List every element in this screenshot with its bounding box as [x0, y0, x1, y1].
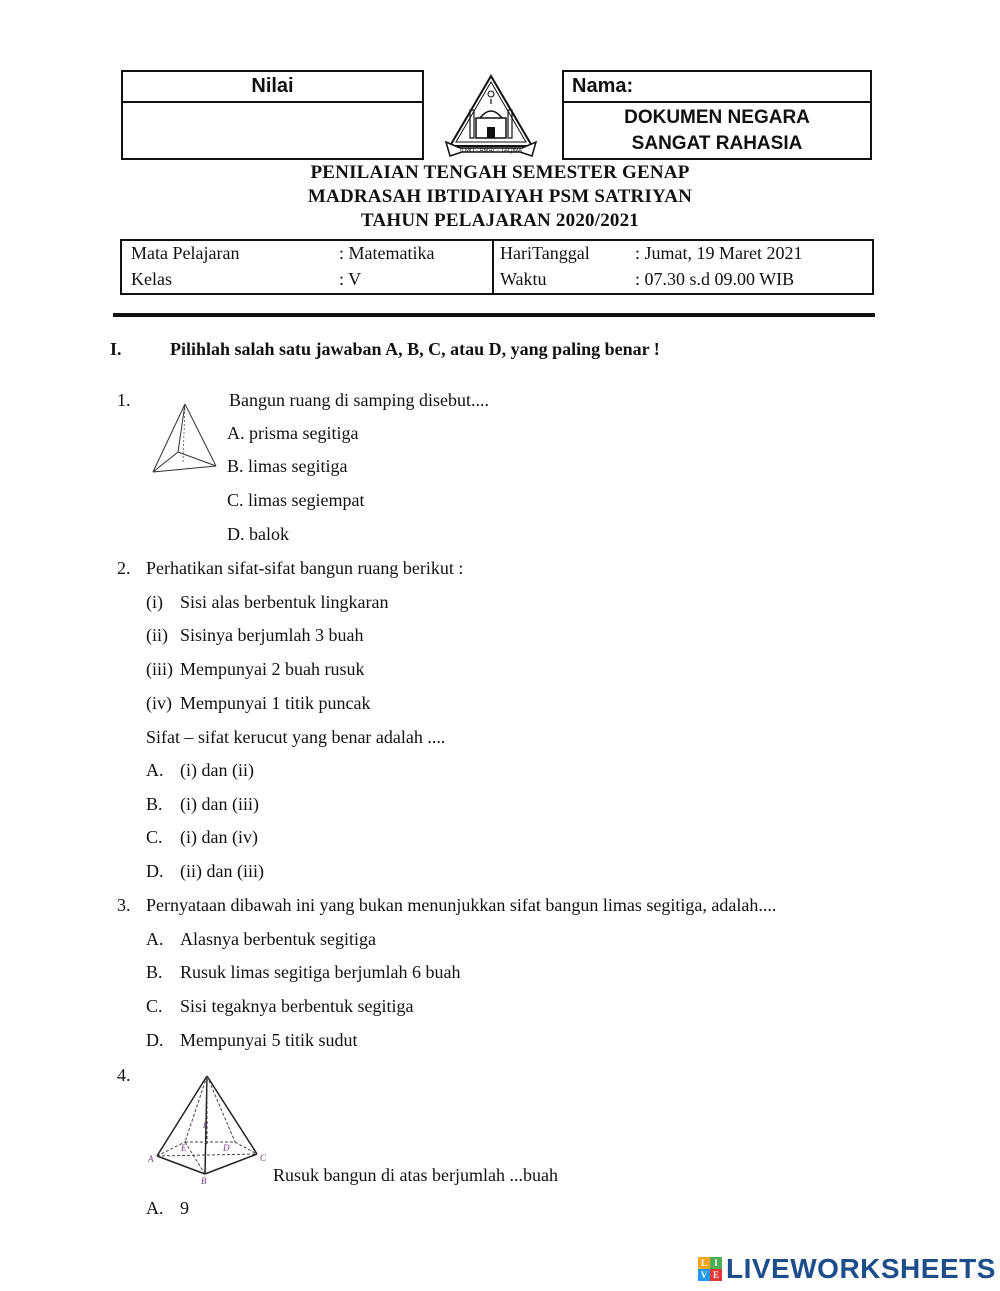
label-b: B — [201, 1176, 207, 1186]
q4-question: Rusuk bangun di atas berjumlah ...buah — [273, 1165, 558, 1185]
q2-statement-text: Sisinya berjumlah 3 buah — [180, 625, 364, 645]
title-line3: TAHUN PELAJARAN 2020/2021 — [360, 210, 640, 231]
q2-option-d-letter[interactable]: D. — [146, 861, 164, 881]
kelas-label: Kelas — [131, 269, 172, 289]
q2-option-d-text[interactable]: (ii) dan (iii) — [180, 861, 264, 881]
q4-figure-square-pyramid — [145, 1070, 270, 1188]
logo-tile: E — [710, 1269, 722, 1281]
waktu-label: Waktu — [500, 269, 547, 289]
q4-option-a-letter[interactable]: A. — [146, 1198, 164, 1218]
q2-question: Perhatikan sifat-sifat bangun ruang berikut : — [146, 558, 464, 578]
q4-option-a-text[interactable]: 9 — [180, 1198, 189, 1218]
q1-question: Bangun ruang di samping disebut.... — [229, 390, 489, 410]
table-divider — [492, 241, 494, 293]
q1-option-a[interactable]: A. prisma segitiga — [227, 423, 359, 443]
q3-option-c-text[interactable]: Sisi tegaknya berbentuk segitiga — [180, 996, 414, 1016]
q2-option-c-letter[interactable]: C. — [146, 827, 163, 847]
q2-number: 2. — [117, 558, 131, 578]
q3-question: Pernyataan dibawah ini yang bukan menunjukkan sifat bangun limas segitiga, adalah.... — [146, 895, 777, 915]
q2-statement-num: (iv) — [146, 693, 172, 713]
q3-option-a-letter[interactable]: A. — [146, 929, 164, 949]
liveworksheets-icon — [698, 1257, 722, 1281]
section-number: I. — [110, 339, 122, 359]
nilai-box — [121, 70, 424, 160]
label-e: E — [181, 1143, 187, 1153]
q3-option-b-text[interactable]: Rusuk limas segitiga berjumlah 6 buah — [180, 962, 461, 982]
label-a: A — [148, 1154, 154, 1164]
waktu-value: : 07.30 s.d 09.00 WIB — [635, 269, 795, 289]
q2-option-c-text[interactable]: (i) dan (iv) — [180, 827, 258, 847]
q2-option-b-text[interactable]: (i) dan (iii) — [180, 794, 259, 814]
hari-label: HariTanggal — [500, 243, 590, 263]
q3-option-d-text[interactable]: Mempunyai 5 titik sudut — [180, 1030, 358, 1050]
q2-option-a-letter[interactable]: A. — [146, 760, 164, 780]
kelas-value: : V — [339, 269, 362, 289]
liveworksheets-logo[interactable] — [698, 1254, 996, 1284]
q3-option-d-letter[interactable]: D. — [146, 1030, 164, 1050]
title-line2: MADRASAH IBTIDAIYAH PSM SATRIYAN — [307, 186, 693, 207]
q2-statement-num: (i) — [146, 592, 163, 612]
q3-option-c-letter[interactable]: C. — [146, 996, 163, 1016]
q2-option-b-letter[interactable]: B. — [146, 794, 163, 814]
q2-statement-text: Mempunyai 1 titik puncak — [180, 693, 371, 713]
title-line1: PENILAIAN TENGAH SEMESTER GENAP — [310, 162, 690, 183]
q3-number: 3. — [117, 895, 131, 915]
nama-box — [562, 70, 872, 160]
header-rule — [113, 313, 875, 317]
info-table — [120, 239, 874, 295]
q1-option-b[interactable]: B. limas segitiga — [227, 456, 348, 476]
q2-statement-text: Sisi alas berbentuk lingkaran — [180, 592, 389, 612]
q2-statement-num: (iii) — [146, 659, 173, 679]
mapel-label: Mata Pelajaran — [131, 243, 240, 263]
logo-tile: I — [710, 1257, 722, 1269]
svg-text:ILMU - AMAL - TAQWA: ILMU - AMAL - TAQWA — [459, 148, 523, 154]
school-emblem — [440, 72, 542, 162]
q4-number: 4. — [117, 1065, 131, 1085]
sangat-rahasia: SANGAT RAHASIA — [631, 133, 803, 154]
q2-statement-text: Mempunyai 2 buah rusuk — [180, 659, 365, 679]
logo-tile: L — [698, 1257, 710, 1269]
q2-prompt: Sifat – sifat kerucut yang benar adalah .... — [146, 727, 446, 747]
q2-option-a-text[interactable]: (i) dan (ii) — [180, 760, 254, 780]
hari-value: : Jumat, 19 Maret 2021 — [635, 243, 803, 263]
brand-name: LIVEWORKSHEETS — [726, 1253, 996, 1284]
q3-option-a-text[interactable]: Alasnya berbentuk segitiga — [180, 929, 376, 949]
q1-option-c[interactable]: C. limas segiempat — [227, 490, 365, 510]
label-c: C — [260, 1153, 267, 1163]
nilai-label: Nilai — [123, 72, 422, 103]
dokumen-negara: DOKUMEN NEGARA — [624, 107, 810, 128]
mapel-value: : Matematika — [339, 243, 435, 263]
nama-label: Nama: — [564, 72, 870, 103]
q1-number: 1. — [117, 390, 131, 410]
section-instruction: Pilihlah salah satu jawaban A, B, C, atau D, yang paling benar ! — [170, 339, 660, 359]
q1-figure-triangular-pyramid — [150, 400, 220, 475]
q2-statement-num: (ii) — [146, 625, 168, 645]
label-f: F — [203, 1121, 208, 1130]
q1-option-d[interactable]: D. balok — [227, 524, 289, 544]
label-d: D — [223, 1143, 230, 1153]
logo-tile: V — [698, 1269, 710, 1281]
q3-option-b-letter[interactable]: B. — [146, 962, 163, 982]
